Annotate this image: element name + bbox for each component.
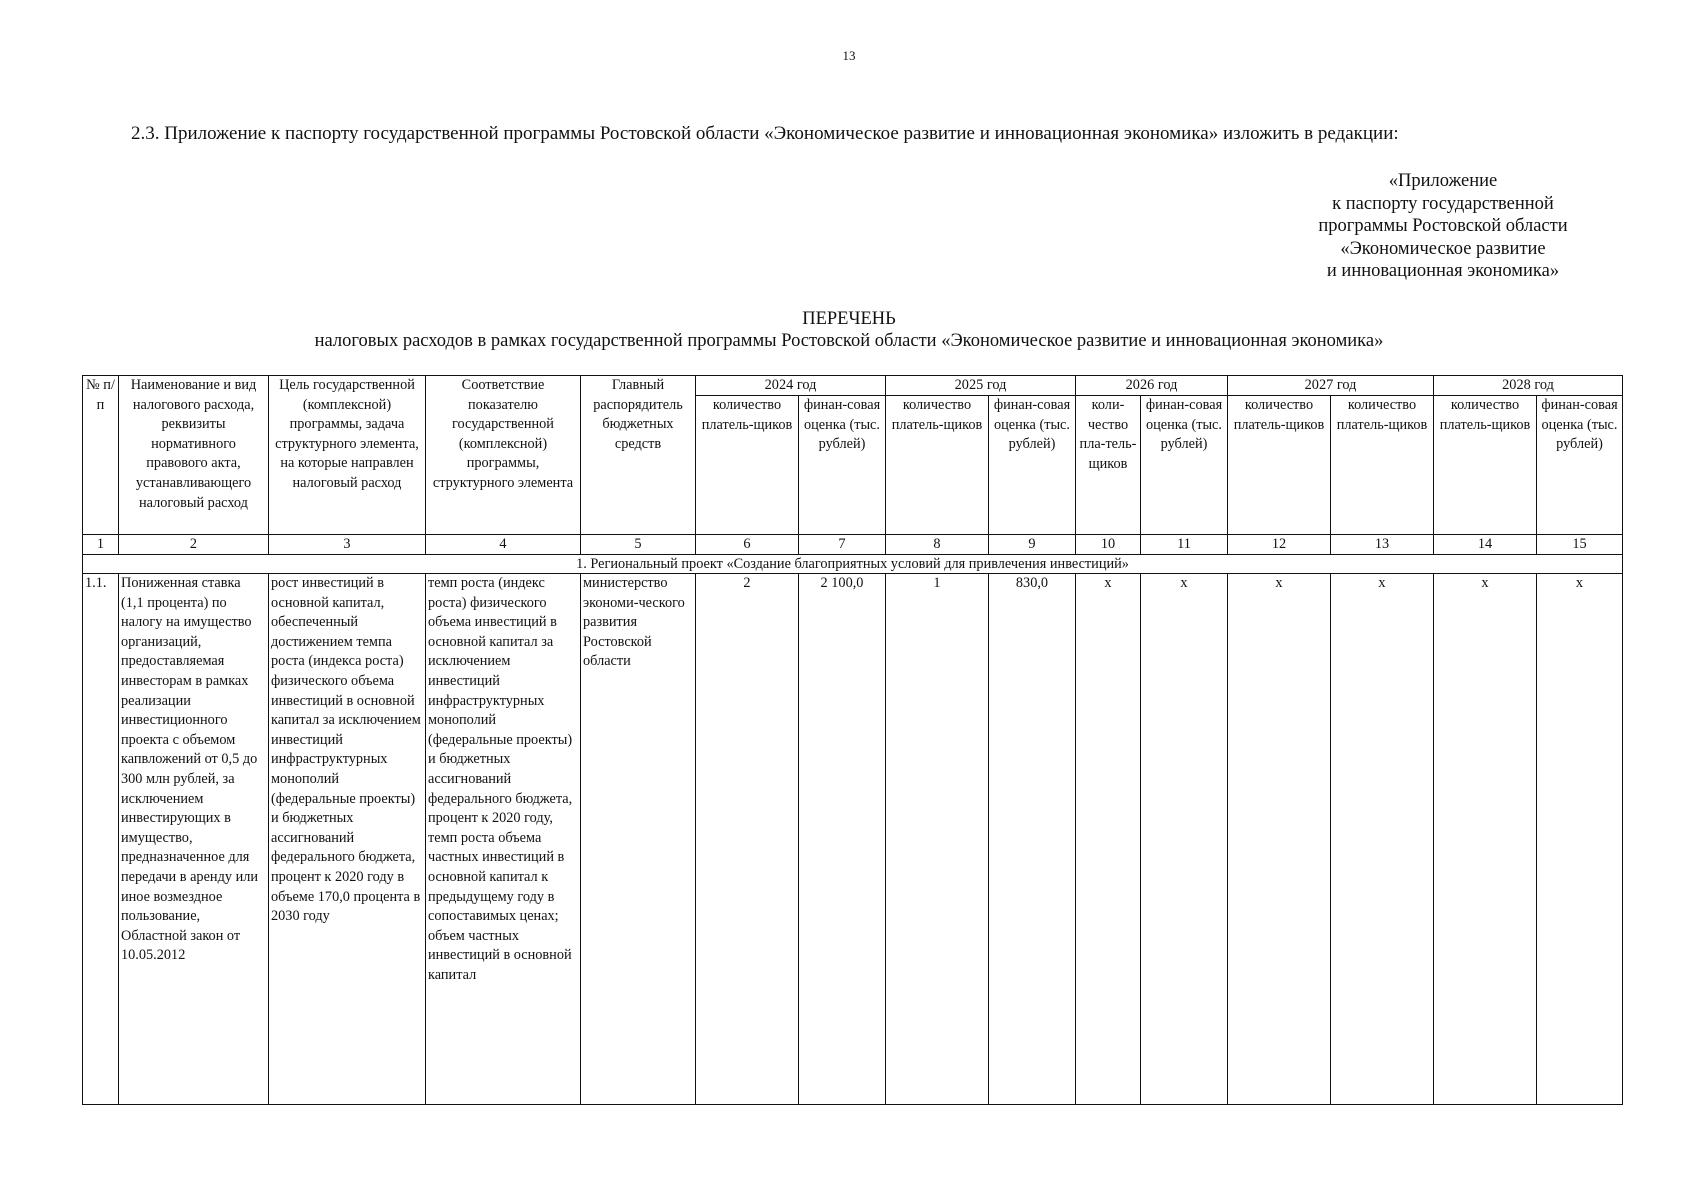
document-heading <box>0 308 1698 352</box>
header-col-indicator: Соответствие показателю государственной (комплексной) программы, структурного элемента <box>426 376 581 535</box>
row-2026-fin: х <box>1141 574 1228 1105</box>
intro-paragraph: 2.3. Приложение к паспорту государственной программы Ростовской области «Экономическое развитие и инновационная экономика» изложить в редакции: <box>131 123 1399 144</box>
header-year-2026: 2026 год <box>1076 376 1228 396</box>
subheader-2024-qty: количество платель-щиков <box>696 396 799 535</box>
column-number: 14 <box>1434 535 1537 555</box>
subheader-2024-fin: финан-совая оценка (тыс. рублей) <box>799 396 886 535</box>
subheader-2028-qty: количество платель-щиков <box>1434 396 1537 535</box>
row-tax-expenditure-name: Пониженная ставка (1,1 процента) по налогу на имущество организаций, предоставляемая инвесторам в рамках реализации инвестиционного проекта с объемом капвложений от 0,5 до 300 млн рублей, за исключением инвестирующих в имущество, предназначенное для передачи в аренду или иное возмездное пользование, Областной закон от 10.05.2012 <box>119 574 269 1105</box>
subheader-2025-fin: финан-совая оценка (тыс. рублей) <box>989 396 1076 535</box>
subheader-2027-qty: количество платель-щиков <box>1228 396 1331 535</box>
row-manager: министерство экономи-ческого развития Ростовской области <box>581 574 696 1105</box>
table-row <box>83 574 1623 1105</box>
row-2026-qty: х <box>1076 574 1141 1105</box>
subheader-2028-fin: финан-совая оценка (тыс. рублей) <box>1537 396 1623 535</box>
column-number: 3 <box>269 535 426 555</box>
appendix-line: «Приложение <box>1388 171 1498 191</box>
column-number: 13 <box>1331 535 1434 555</box>
subheader-2026-qty: коли-чество пла-тель-щиков <box>1076 396 1141 535</box>
header-col-number: № п/п <box>83 376 119 535</box>
row-2027-qty-2: х <box>1331 574 1434 1105</box>
tax-expenditures-table <box>82 375 1623 1105</box>
column-number: 2 <box>119 535 269 555</box>
column-number: 8 <box>886 535 989 555</box>
header-col-manager: Главный распорядитель бюджетных средств <box>581 376 696 535</box>
row-goal: рост инвестиций в основной капитал, обеспеченный достижением темпа роста (индекса роста) физического объема инвестиций в основной капитал за исключением инвестиций инфраструктурных монополий (федеральные проекты) и бюджетных ассигнований федерального бюджета, процент к 2020 году в объеме 170,0 процента в 2030 году <box>269 574 426 1105</box>
column-number: 9 <box>989 535 1076 555</box>
row-2024-fin: 2 100,0 <box>799 574 886 1105</box>
subheader-2027-qty-2: количество платель-щиков <box>1331 396 1434 535</box>
heading-subtitle: налоговых расходов в рамках государственной программы Ростовской области «Экономическое развитие и инновационная экономика» <box>314 331 1384 351</box>
column-number: 7 <box>799 535 886 555</box>
column-number: 10 <box>1076 535 1141 555</box>
subheader-2026-fin: финан-совая оценка (тыс. рублей) <box>1141 396 1228 535</box>
page-number: 13 <box>842 48 856 63</box>
column-number: 5 <box>581 535 696 555</box>
appendix-line: программы Ростовской области <box>1318 216 1568 236</box>
row-2028-qty: х <box>1434 574 1537 1105</box>
column-number: 1 <box>83 535 119 555</box>
header-year-2024: 2024 год <box>696 376 886 396</box>
row-2027-qty: х <box>1228 574 1331 1105</box>
column-number: 11 <box>1141 535 1228 555</box>
subheader-2025-qty: количество платель-щиков <box>886 396 989 535</box>
row-2025-qty: 1 <box>886 574 989 1105</box>
column-number: 4 <box>426 535 581 555</box>
appendix-line: к паспорту государственной <box>1332 193 1554 214</box>
row-number: 1.1. <box>83 574 119 1105</box>
header-year-2025: 2025 год <box>886 376 1076 396</box>
header-col-name: Наименование и вид налогового расхода, реквизиты нормативного правового акта, устанавливающего налоговый расход <box>119 376 269 535</box>
column-number: 6 <box>696 535 799 555</box>
row-indicator: темп роста (индекс роста) физического объема инвестиций в основной капитал за исключением инвестиций инфраструктурных монополий (федеральные проекты) и бюджетных ассигнований федерального бюджета, процент к 2020 году, темп роста объема частных инвестиций в основной капитал к предыдущему году в сопоставимых ценах; объем частных инвестиций в основной капитал <box>426 574 581 1105</box>
column-number: 12 <box>1228 535 1331 555</box>
row-2024-qty: 2 <box>696 574 799 1105</box>
section-row <box>83 555 1623 574</box>
header-col-goal: Цель государственной (комплексной) программы, задача структурного элемента, на которые направлен налоговый расход <box>269 376 426 535</box>
appendix-line: и инновационная экономика» <box>1326 261 1560 281</box>
appendix-note <box>1273 170 1613 283</box>
row-2025-fin: 830,0 <box>989 574 1076 1105</box>
heading-title: ПЕРЕЧЕНЬ <box>802 309 896 329</box>
column-number: 15 <box>1537 535 1623 555</box>
section-title: 1. Региональный проект «Создание благоприятных условий для привлечения инвестиций» <box>83 555 1623 574</box>
header-year-2027: 2027 год <box>1228 376 1434 396</box>
column-number-row <box>83 535 1623 555</box>
appendix-line: «Экономическое развитие <box>1340 238 1546 259</box>
row-2028-fin: х <box>1537 574 1623 1105</box>
header-year-2028: 2028 год <box>1434 376 1623 396</box>
